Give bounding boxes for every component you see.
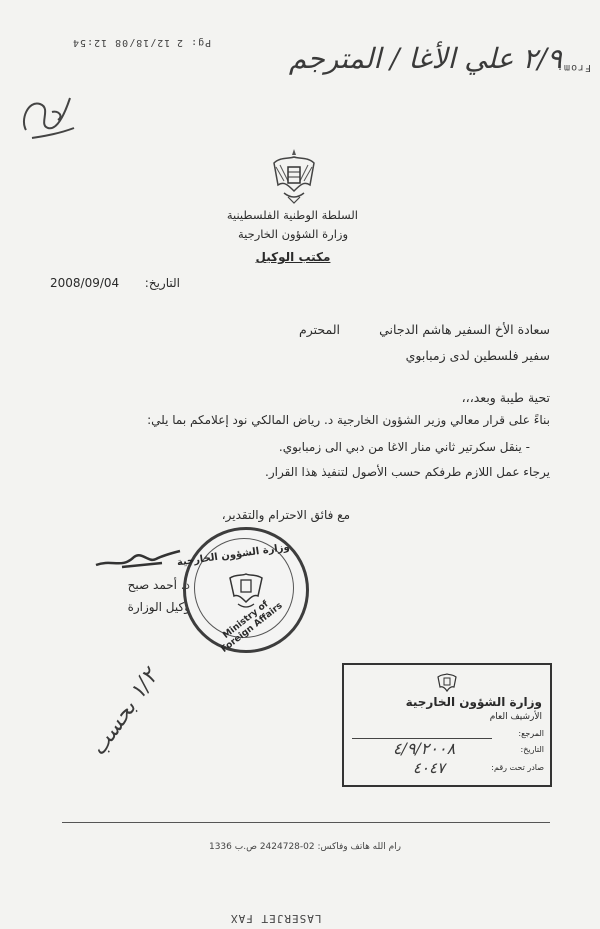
recipient-line-2: سفير فلسطين لدى زمبابوي [405, 348, 550, 363]
registry-date-label: التاريخ: [520, 745, 544, 754]
seal-english-text: Ministry of Foreign Affairs [219, 599, 285, 655]
signature-icon [92, 545, 182, 575]
registry-stamp [342, 663, 552, 787]
date-label: التاريخ: [144, 276, 180, 290]
date-value: 2008/09/04 [50, 276, 120, 290]
fax-header-from: From: [556, 62, 592, 73]
footer-contact: رام الله هاتف وفاكس: 02-2424728 ص.ب 1336 [208, 842, 402, 852]
signatory-title: وكيل الوزارة [127, 600, 190, 614]
greeting: تحية طيبة وبعد،،، [461, 390, 550, 405]
fax-header-page: Pg: 2 [176, 37, 212, 48]
registry-stamp-emblem-icon [436, 671, 458, 695]
letterhead-office: مكتب الوكيل [255, 250, 331, 264]
registry-number-label: صادر تحت رقم: [491, 763, 544, 772]
letterhead-ministry: وزارة الشؤون الخارجية [237, 227, 348, 241]
letterhead-authority: السلطة الوطنية الفلسطينية [226, 208, 358, 222]
registry-ref-label: المرجع: [518, 729, 544, 738]
registry-stamp-subtitle: الأرشيف العام [489, 712, 542, 722]
body-bullet: - ينقل سكرتير ثاني منار الاغا من دبي الى زمبابوي. [278, 440, 530, 454]
registry-number-value: ٤٠٤٧ [412, 759, 446, 777]
handwritten-note-top: ٢/٩ علي الأغا / المترجم [288, 42, 562, 75]
initials-scribble-icon [18, 90, 78, 145]
fax-header-datetime: 12/18/08 12:54 [72, 37, 171, 48]
handwritten-note-bottom: ١/٢ بحسب [85, 664, 164, 761]
fax-footer: LASERJET FAX [230, 912, 322, 925]
registry-date-value: ٤/٩/٢٠٠٨ [392, 739, 456, 758]
ministry-round-seal [176, 527, 309, 655]
recipient-honorific: المحترم [299, 322, 340, 337]
recipient-line-1: سعادة الأخ السفير هاشم الدجاني [379, 322, 550, 337]
closing: مع فائق الاحترام والتقدير، [221, 508, 350, 522]
registry-stamp-title: وزارة الشؤون الخارجية [405, 695, 542, 709]
body-paragraph-2: يرجاء عمل اللازم طرفكم حسب الأصول لتنفيذ هذا القرار. [265, 465, 550, 479]
seal-arabic-text: وزارة الشؤون الخارجية [176, 541, 291, 569]
signatory-name: د. أحمد صبح [127, 578, 190, 592]
palestine-eagle-emblem-icon [270, 145, 318, 207]
footer-rule [62, 822, 550, 823]
body-paragraph-1: بناءً على قرار معالي وزير الشؤون الخارجية د. رياض المالكي نود إعلامكم بما يلي: [147, 413, 550, 427]
